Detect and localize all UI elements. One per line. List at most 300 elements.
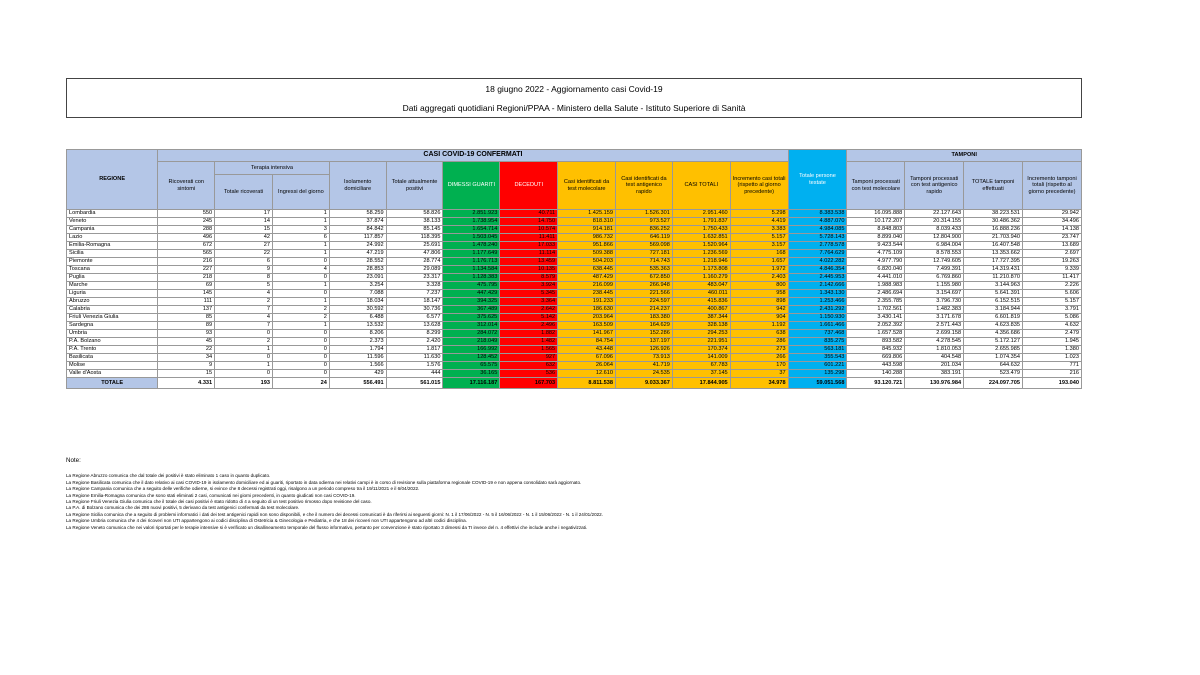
cell-casi-totali: 1.632.851 (672, 234, 730, 242)
total-ricoverati: 4.331 (158, 378, 215, 389)
cell-casi-totali: 221.951 (672, 338, 730, 346)
cell-persone-testate: 563.181 (788, 346, 847, 354)
cell-dimessi: 1.738.954 (443, 218, 500, 226)
cell-tamponi-incremento: 2.697 (1023, 250, 1082, 258)
cell-deceduti: 2.642 (500, 306, 558, 314)
cell-ti-totale: 0 (215, 354, 273, 362)
cell-positivi: 29.089 (386, 266, 443, 274)
cell-regione: Toscana (67, 266, 158, 274)
cell-isolamento: 47.219 (329, 250, 386, 258)
cell-ti-totale: 1 (215, 362, 273, 370)
table-row (67, 314, 1082, 322)
cell-ricoverati: 496 (158, 234, 215, 242)
cell-regione: Molise (67, 362, 158, 370)
cell-deceduti: 10.135 (500, 266, 558, 274)
cell-dimessi: 166.992 (443, 346, 500, 354)
totals-row (67, 378, 1082, 389)
cell-persone-testate: 2.431.292 (788, 306, 847, 314)
cell-tamponi-totale: 21.703.940 (964, 234, 1023, 242)
cell-ricoverati: 9 (158, 362, 215, 370)
cell-deceduti: 17.033 (500, 242, 558, 250)
cell-persone-testate: 355.543 (788, 354, 847, 362)
cell-deceduti: 1.482 (500, 338, 558, 346)
cell-tamponi-molecolare: 1.657.528 (847, 330, 905, 338)
cell-tamponi-molecolare: 8.899.040 (847, 234, 905, 242)
cell-ti-ingressi: 4 (273, 266, 330, 274)
report-subtitle: Dati aggregati quotidiani Regioni/PPAA - Ministero della Salute - Istituto Superiore di Sanità (402, 103, 746, 113)
cell-persone-testate: 835.275 (788, 338, 847, 346)
cell-persone-testate: 7.764.629 (788, 250, 847, 258)
cell-deceduti: 632 (500, 362, 558, 370)
cell-tamponi-antigenico: 8.039.433 (905, 226, 964, 234)
cell-tamponi-molecolare: 9.423.544 (847, 242, 905, 250)
table-row (67, 306, 1082, 314)
cell-incremento: 958 (730, 290, 788, 298)
cell-antigenico: 224.597 (616, 298, 673, 306)
cell-ti-ingressi: 0 (273, 258, 330, 266)
cell-dimessi: 394.325 (443, 298, 500, 306)
table-row (67, 250, 1082, 258)
header-group-icu: Terapia intensiva (215, 162, 330, 175)
cell-incremento: 37 (730, 370, 788, 378)
cell-ti-ingressi: 1 (273, 210, 330, 218)
table-row (67, 346, 1082, 354)
cell-deceduti: 11.114 (500, 250, 558, 258)
cell-molecolare: 43.448 (558, 346, 616, 354)
table-row (67, 242, 1082, 250)
cell-incremento: 266 (730, 354, 788, 362)
cell-isolamento: 8.206 (329, 330, 386, 338)
cell-ti-totale: 9 (215, 266, 273, 274)
cell-ti-totale: 5 (215, 282, 273, 290)
note-line: La Regione Emilia-Romagna comunica che sono stati eliminati 2 casi, comunicati nei giorni precedenti, in quanto giudicati non casi COVID-19. (66, 492, 356, 498)
cell-incremento: 1.657 (730, 258, 788, 266)
cell-tamponi-totale: 30.486.362 (964, 218, 1023, 226)
header-ti-totale: Totale ricoverati (215, 175, 273, 210)
cell-persone-testate: 1.661.466 (788, 322, 847, 330)
cell-tamponi-molecolare: 845.932 (847, 346, 905, 354)
cell-incremento: 1.972 (730, 266, 788, 274)
total-dimessi: 17.116.187 (443, 378, 500, 389)
cell-ricoverati: 137 (158, 306, 215, 314)
table-row (67, 338, 1082, 346)
cell-tamponi-totale: 5.641.391 (964, 290, 1023, 298)
cell-ricoverati: 227 (158, 266, 215, 274)
cell-antigenico: 569.098 (616, 242, 673, 250)
cell-molecolare: 818.310 (558, 218, 616, 226)
table-row (67, 298, 1082, 306)
header-regione: REGIONE (67, 150, 158, 210)
cell-molecolare: 186.630 (558, 306, 616, 314)
cell-casi-totali: 1.173.808 (672, 266, 730, 274)
cell-antigenico: 266.948 (616, 282, 673, 290)
cell-antigenico: 152.286 (616, 330, 673, 338)
cell-antigenico: 73.913 (616, 354, 673, 362)
cell-tamponi-totale: 5.172.127 (964, 338, 1023, 346)
cell-deceduti: 536 (500, 370, 558, 378)
cell-ti-ingressi: 3 (273, 226, 330, 234)
cell-ricoverati: 218 (158, 274, 215, 282)
cell-molecolare: 163.509 (558, 322, 616, 330)
cell-antigenico: 646.119 (616, 234, 673, 242)
cell-tamponi-incremento: 29.942 (1023, 210, 1082, 218)
notes-section (66, 458, 1106, 531)
cell-ti-totale: 22 (215, 250, 273, 258)
cell-tamponi-totale: 17.727.395 (964, 258, 1023, 266)
cell-ti-ingressi: 2 (273, 314, 330, 322)
cell-tamponi-antigenico: 12.804.900 (905, 234, 964, 242)
cell-persone-testate: 8.383.538 (788, 210, 847, 218)
total-regione: TOTALE (67, 378, 158, 389)
cell-ti-ingressi: 1 (273, 250, 330, 258)
cell-tamponi-totale: 11.210.870 (964, 274, 1023, 282)
cell-ricoverati: 245 (158, 218, 215, 226)
cell-tamponi-incremento: 1.023 (1023, 354, 1082, 362)
cell-tamponi-totale: 523.479 (964, 370, 1023, 378)
notes-heading: Note: (66, 457, 81, 464)
cell-molecolare: 141.967 (558, 330, 616, 338)
cell-molecolare: 1.425.159 (558, 210, 616, 218)
cell-ti-totale: 27 (215, 242, 273, 250)
cell-molecolare: 191.233 (558, 298, 616, 306)
total-isolamento: 556.491 (329, 378, 386, 389)
note-line: La Regione Umbria comunica che 4 dei ricoveri non UTI appartengono ai codici disciplina di Ostetricia & Ginecologia e Pediatria, e che 18 dei ricoveri non UTI appartengono ad altri codici disciplina. (66, 518, 467, 524)
cell-ti-ingressi: 1 (273, 298, 330, 306)
cell-ti-ingressi: 1 (273, 282, 330, 290)
cell-antigenico: 836.252 (616, 226, 673, 234)
cell-dimessi: 1.134.584 (443, 266, 500, 274)
cell-dimessi: 475.795 (443, 282, 500, 290)
cell-deceduti: 11.411 (500, 234, 558, 242)
cell-positivi: 8.299 (386, 330, 443, 338)
header-dimessi: DIMESSI GUARITI (443, 162, 500, 210)
cell-ti-totale: 0 (215, 370, 273, 378)
report-title: 18 giugno 2022 - Aggiornamento casi Covid-19 (485, 84, 663, 94)
cell-persone-testate: 737.468 (788, 330, 847, 338)
cell-casi-totali: 387.344 (672, 314, 730, 322)
cell-ti-ingressi: 0 (273, 290, 330, 298)
cell-casi-totali: 1.520.964 (672, 242, 730, 250)
cell-tamponi-antigenico: 8.578.553 (905, 250, 964, 258)
header-positivi: Totale attualmente positivi (386, 162, 443, 210)
cell-casi-totali: 328.138 (672, 322, 730, 330)
table-row (67, 218, 1082, 226)
cell-ricoverati: 15 (158, 370, 215, 378)
cell-casi-totali: 460.011 (672, 290, 730, 298)
cell-persone-testate: 2.778.578 (788, 242, 847, 250)
cell-regione: Calabria (67, 306, 158, 314)
cell-deceduti: 14.750 (500, 218, 558, 226)
cell-antigenico: 221.566 (616, 290, 673, 298)
cell-ricoverati: 288 (158, 226, 215, 234)
cell-casi-totali: 1.791.837 (672, 218, 730, 226)
table-row (67, 282, 1082, 290)
cell-isolamento: 3.254 (329, 282, 386, 290)
cell-tamponi-totale: 3.144.963 (964, 282, 1023, 290)
cell-isolamento: 28.552 (329, 258, 386, 266)
cell-molecolare: 504.203 (558, 258, 616, 266)
cell-ricoverati: 93 (158, 330, 215, 338)
cell-ti-ingressi: 0 (273, 338, 330, 346)
cell-persone-testate: 1.150.930 (788, 314, 847, 322)
cell-molecolare: 986.732 (558, 234, 616, 242)
cell-molecolare: 203.964 (558, 314, 616, 322)
note-line: La Regione Sicilia comunica che a seguito di problemi informatici i dati dei test antigenici rapidi non sono disponibili, e che il numero dei decessi comunicati è da riferirsi ai seguenti giorni: N. 1 il 17/06/2022 - N. 5 il 16/06/2022 - N. 1 il 15/06/2022 - N. 1 il 24/01/2022. (66, 511, 604, 517)
header-group-confirmed: CASI COVID-19 CONFERMATI (158, 150, 788, 162)
cell-tamponi-antigenico: 4.278.545 (905, 338, 964, 346)
cell-persone-testate: 4.984.085 (788, 226, 847, 234)
cell-persone-testate: 4.022.282 (788, 258, 847, 266)
total-positivi: 561.015 (386, 378, 443, 389)
cell-tamponi-incremento: 2.479 (1023, 330, 1082, 338)
cell-isolamento: 23.091 (329, 274, 386, 282)
cell-incremento: 273 (730, 346, 788, 354)
cell-tamponi-molecolare: 443.598 (847, 362, 905, 370)
cell-ricoverati: 22 (158, 346, 215, 354)
cell-deceduti: 13.459 (500, 258, 558, 266)
cell-molecolare: 509.388 (558, 250, 616, 258)
cell-tamponi-incremento: 34.496 (1023, 218, 1082, 226)
cell-regione: Lazio (67, 234, 158, 242)
cell-tamponi-totale: 3.184.944 (964, 306, 1023, 314)
cell-tamponi-molecolare: 4.775.109 (847, 250, 905, 258)
cell-ricoverati: 69 (158, 282, 215, 290)
cell-persone-testate: 5.728.143 (788, 234, 847, 242)
cell-ti-ingressi: 1 (273, 218, 330, 226)
cell-ricoverati: 45 (158, 338, 215, 346)
cell-antigenico: 714.743 (616, 258, 673, 266)
cell-positivi: 13.628 (386, 322, 443, 330)
cell-ti-ingressi: 2 (273, 306, 330, 314)
cell-ti-totale: 2 (215, 338, 273, 346)
cell-ti-totale: 0 (215, 330, 273, 338)
cell-dimessi: 65.575 (443, 362, 500, 370)
total-ti-totale: 193 (215, 378, 273, 389)
cell-ti-ingressi: 0 (273, 330, 330, 338)
cell-tamponi-antigenico: 6.984.004 (905, 242, 964, 250)
cell-ti-totale: 6 (215, 258, 273, 266)
note-line: La Regione Friuli Venezia Giulia comunica che il totale dei casi positivi è stato ridotto di 4 a seguito di un test positivo rimosso dopo revisione del caso. (66, 499, 372, 505)
cell-tamponi-molecolare: 10.172.207 (847, 218, 905, 226)
cell-dimessi: 128.452 (443, 354, 500, 362)
cell-molecolare: 638.445 (558, 266, 616, 274)
cell-tamponi-molecolare: 3.430.141 (847, 314, 905, 322)
cell-ti-ingressi: 6 (273, 234, 330, 242)
cell-regione: Marche (67, 282, 158, 290)
cell-deceduti: 927 (500, 354, 558, 362)
cell-tamponi-incremento: 19.263 (1023, 258, 1082, 266)
total-tamponi-antigenico: 130.976.984 (905, 378, 964, 389)
total-persone-testate: 59.051.568 (788, 378, 847, 389)
cell-regione: Campania (67, 226, 158, 234)
cell-regione: Friuli Venezia Giulia (67, 314, 158, 322)
cell-tamponi-molecolare: 893.582 (847, 338, 905, 346)
cell-casi-totali: 37.145 (672, 370, 730, 378)
cell-ti-totale: 8 (215, 274, 273, 282)
cell-ricoverati: 85 (158, 314, 215, 322)
cell-isolamento: 37.874 (329, 218, 386, 226)
cell-molecolare: 84.754 (558, 338, 616, 346)
cell-incremento: 904 (730, 314, 788, 322)
cell-ti-totale: 7 (215, 306, 273, 314)
cell-casi-totali: 400.867 (672, 306, 730, 314)
table-body (67, 210, 1082, 389)
cell-tamponi-incremento: 14.138 (1023, 226, 1082, 234)
cell-tamponi-incremento: 5.606 (1023, 290, 1082, 298)
total-molecolare: 8.811.538 (558, 378, 616, 389)
cell-molecolare: 216.099 (558, 282, 616, 290)
total-ti-ingressi: 24 (273, 378, 330, 389)
cell-deceduti: 40.711 (500, 210, 558, 218)
header-tamponi-molecolare: Tamponi processati con test molecolare (847, 162, 905, 210)
cell-ti-ingressi: 0 (273, 346, 330, 354)
cell-dimessi: 312.014 (443, 322, 500, 330)
total-tamponi-totale: 224.097.705 (964, 378, 1023, 389)
table-row (67, 322, 1082, 330)
cell-tamponi-totale: 14.319.431 (964, 266, 1023, 274)
cell-dimessi: 447.429 (443, 290, 500, 298)
header-tamponi-incremento: Incremento tamponi totali (rispetto al giorno precedente) (1023, 162, 1082, 210)
cell-antigenico: 727.181 (616, 250, 673, 258)
cell-deceduti: 5.142 (500, 314, 558, 322)
cell-isolamento: 1.566 (329, 362, 386, 370)
cell-deceduti: 5.345 (500, 290, 558, 298)
cell-tamponi-molecolare: 1.988.983 (847, 282, 905, 290)
cell-tamponi-totale: 644.632 (964, 362, 1023, 370)
cell-ti-ingressi: 1 (273, 322, 330, 330)
cell-regione: Sardegna (67, 322, 158, 330)
cell-tamponi-incremento: 5.086 (1023, 314, 1082, 322)
cell-tamponi-molecolare: 8.848.803 (847, 226, 905, 234)
cell-isolamento: 429 (329, 370, 386, 378)
cell-positivi: 3.328 (386, 282, 443, 290)
cell-antigenico: 41.719 (616, 362, 673, 370)
cell-dimessi: 1.176.713 (443, 258, 500, 266)
header-group-tamponi: TAMPONI (847, 150, 1082, 162)
cell-ti-totale: 7 (215, 322, 273, 330)
cell-isolamento: 30.592 (329, 306, 386, 314)
cell-ti-totale: 1 (215, 346, 273, 354)
cell-ti-ingressi: 0 (273, 370, 330, 378)
cell-incremento: 286 (730, 338, 788, 346)
note-line: La Regione Veneto comunica che nei valori riportati per le terapie intensive si è verificato un disallineamento temporale del flusso informativo, pertanto per convenzione è stato riportato 3 dimessi da TI invece del n. 4 effettivi che include anche i negativizzati. (66, 524, 588, 530)
cell-isolamento: 1.794 (329, 346, 386, 354)
cell-persone-testate: 1.253.466 (788, 298, 847, 306)
cell-antigenico: 214.237 (616, 306, 673, 314)
cell-deceduti: 3.924 (500, 282, 558, 290)
total-tamponi-molecolare: 93.120.721 (847, 378, 905, 389)
cell-ti-ingressi: 0 (273, 354, 330, 362)
cell-tamponi-antigenico: 12.749.605 (905, 258, 964, 266)
header-tamponi-totale: TOTALE tamponi effettuati (964, 162, 1023, 210)
total-casi-totali: 17.844.905 (672, 378, 730, 389)
cell-casi-totali: 294.253 (672, 330, 730, 338)
cell-ricoverati: 565 (158, 250, 215, 258)
cell-ricoverati: 34 (158, 354, 215, 362)
cell-isolamento: 13.532 (329, 322, 386, 330)
cell-tamponi-antigenico: 1.810.053 (905, 346, 964, 354)
cell-incremento: 5.298 (730, 210, 788, 218)
cell-antigenico: 535.363 (616, 266, 673, 274)
cell-dimessi: 1.654.714 (443, 226, 500, 234)
cell-ricoverati: 111 (158, 298, 215, 306)
cell-antigenico: 1.526.301 (616, 210, 673, 218)
cell-tamponi-molecolare: 4.977.790 (847, 258, 905, 266)
cell-regione: Veneto (67, 218, 158, 226)
cell-tamponi-antigenico: 404.548 (905, 354, 964, 362)
cell-regione: Valle d'Aosta (67, 370, 158, 378)
cell-tamponi-totale: 4.623.835 (964, 322, 1023, 330)
cell-tamponi-antigenico: 3.796.730 (905, 298, 964, 306)
cell-persone-testate: 1.343.130 (788, 290, 847, 298)
header-ricoverati: Ricoverati con sintomi (158, 162, 215, 210)
cell-tamponi-antigenico: 3.154.697 (905, 290, 964, 298)
cell-tamponi-antigenico: 1.155.980 (905, 282, 964, 290)
cell-casi-totali: 1.218.946 (672, 258, 730, 266)
cell-ricoverati: 672 (158, 242, 215, 250)
header-tamponi-antigenico: Tamponi processati con test antigenico rapido (905, 162, 964, 210)
cell-dimessi: 2.851.923 (443, 210, 500, 218)
cell-ti-totale: 17 (215, 210, 273, 218)
cell-positivi: 23.317 (386, 274, 443, 282)
cell-positivi: 1.817 (386, 346, 443, 354)
cell-positivi: 85.145 (386, 226, 443, 234)
cell-tamponi-antigenico: 2.699.158 (905, 330, 964, 338)
cell-casi-totali: 483.047 (672, 282, 730, 290)
cell-tamponi-molecolare: 16.095.888 (847, 210, 905, 218)
cell-persone-testate: 4.846.354 (788, 266, 847, 274)
cell-deceduti: 8.579 (500, 274, 558, 282)
total-incremento: 34.978 (730, 378, 788, 389)
cell-tamponi-molecolare: 140.288 (847, 370, 905, 378)
cell-tamponi-molecolare: 6.820.040 (847, 266, 905, 274)
table-row (67, 290, 1082, 298)
cell-tamponi-incremento: 1.380 (1023, 346, 1082, 354)
cell-regione: Umbria (67, 330, 158, 338)
cell-incremento: 2.403 (730, 274, 788, 282)
table-row (67, 274, 1082, 282)
cell-molecolare: 238.445 (558, 290, 616, 298)
cell-persone-testate: 4.887.070 (788, 218, 847, 226)
cell-casi-totali: 1.750.433 (672, 226, 730, 234)
cell-incremento: 942 (730, 306, 788, 314)
cell-regione: Puglia (67, 274, 158, 282)
cell-isolamento: 6.488 (329, 314, 386, 322)
cell-tamponi-antigenico: 1.482.383 (905, 306, 964, 314)
cell-molecolare: 67.096 (558, 354, 616, 362)
total-deceduti: 167.703 (500, 378, 558, 389)
cell-ricoverati: 550 (158, 210, 215, 218)
cell-dimessi: 1.503.045 (443, 234, 500, 242)
note-line: La Regione Campania comunica che a seguito delle verifiche odierne, si evince che 8 decessi registrati oggi, risalgono a un periodo compreso tra il 19/11/2021 e il 6/04/2022. (66, 486, 420, 492)
cell-ti-totale: 4 (215, 314, 273, 322)
cell-regione: Liguria (67, 290, 158, 298)
total-tamponi-incremento: 193.040 (1023, 378, 1082, 389)
cell-molecolare: 487.429 (558, 274, 616, 282)
header-isolamento: Isolamento domiciliare (329, 162, 386, 210)
cell-ti-totale: 14 (215, 218, 273, 226)
cell-deceduti: 2.496 (500, 322, 558, 330)
cell-antigenico: 973.527 (616, 218, 673, 226)
cell-isolamento: 24.992 (329, 242, 386, 250)
cell-tamponi-incremento: 2.226 (1023, 282, 1082, 290)
cell-dimessi: 36.165 (443, 370, 500, 378)
cell-tamponi-molecolare: 2.052.392 (847, 322, 905, 330)
table-row (67, 226, 1082, 234)
cell-tamponi-incremento: 23.747 (1023, 234, 1082, 242)
cell-ti-ingressi: 1 (273, 242, 330, 250)
cell-tamponi-totale: 16.407.548 (964, 242, 1023, 250)
